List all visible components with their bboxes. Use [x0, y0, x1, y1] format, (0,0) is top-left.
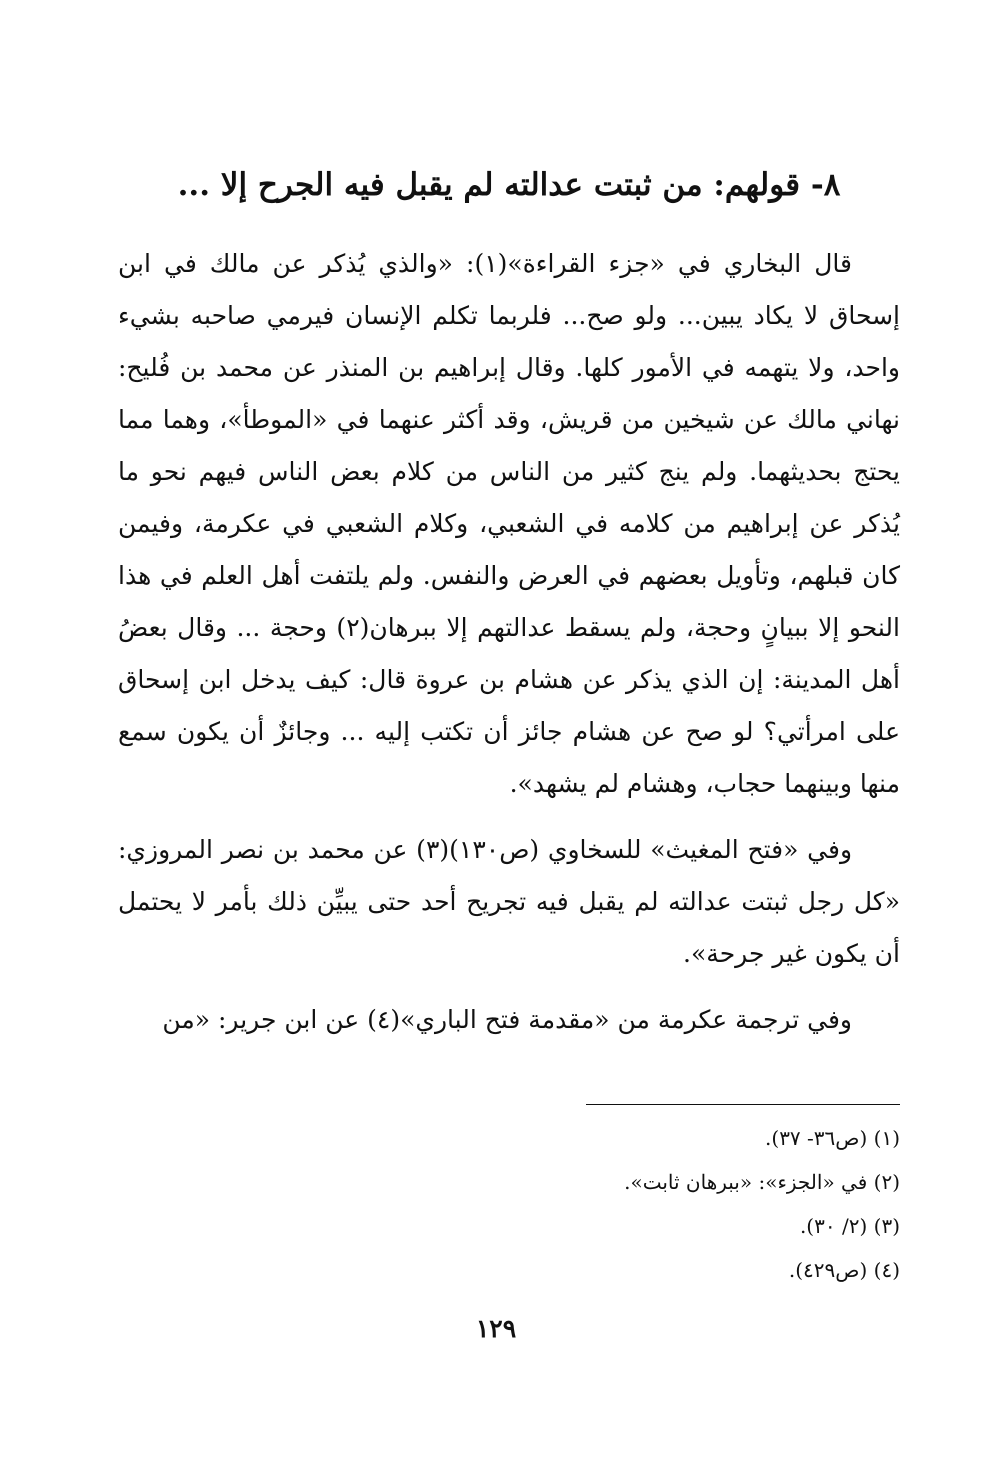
- footnote-2: (٢) في «الجزء»: «ببرهان ثابت».: [624, 1170, 900, 1194]
- paragraph-2: وفي «فتح المغيث» للسخاوي (ص١٣٠)(٣) عن محمد بن نصر المروزي: «كل رجل ثبتت عدالته لم يقبل فيه تجريح أحد حتى يبيِّن ذلك بأمر لا يحتمل أن يكون غير جرحة».: [118, 835, 900, 968]
- footnotes: [118, 1116, 900, 1292]
- paragraph-3: وفي ترجمة عكرمة من «مقدمة فتح الباري»(٤) عن ابن جرير: «من: [162, 1005, 852, 1034]
- section-heading: ٨- قولهم: من ثبتت عدالته لم يقبل فيه الجرح إلا ...: [177, 167, 841, 203]
- page-number: ١٢٩: [475, 1314, 517, 1343]
- footnote-separator: [586, 1104, 900, 1105]
- footnote-3: (٣) (٢/ ٣٠).: [799, 1214, 900, 1238]
- footnote-4: (٤) (ص٤٢٩).: [788, 1258, 900, 1282]
- footnote-1: (١) (ص٣٦- ٣٧).: [765, 1126, 900, 1150]
- body-text: [118, 238, 900, 1060]
- paragraph-1: قال البخاري في «جزء القراءة»(١): «والذي يُذكر عن مالك في ابن إسحاق لا يكاد يبين... ولو صح... فلربما تكلم الإنسان فيرمي صاحبه بشيء واحد، ولا يتهمه في الأمور كلها. وقال إبراهيم بن المنذر عن محمد بن فُليح: نهاني مالك عن شيخين من قريش، وقد أكثر عنهما في «الموطأ»، وهما مما يحتج بحديثهما. ولم ينج كثير من الناس من كلام بعض الناس فيهم نحو ما يُذكر عن إبراهيم من كلامه في الشعبي، وكلام الشعبي في عكرمة، وفيمن كان قبلهم، وتأويل بعضهم في العرض والنفس. ولم يلتفت أهل العلم في هذا النحو إلا ببيانٍ وحجة، ولم يسقط عدالتهم إلا ببرهان(٢) وحجة ... وقال بعضُ أهل المدينة: إن الذي يذكر عن هشام بن عروة قال: كيف يدخل ابن إسحاق على امرأتي؟ لو صح عن هشام جائز أن تكتب إليه ... وجائزٌ أن يكون سمع منها وبينهما حجاب، وهشام لم يشهد».: [118, 249, 900, 798]
